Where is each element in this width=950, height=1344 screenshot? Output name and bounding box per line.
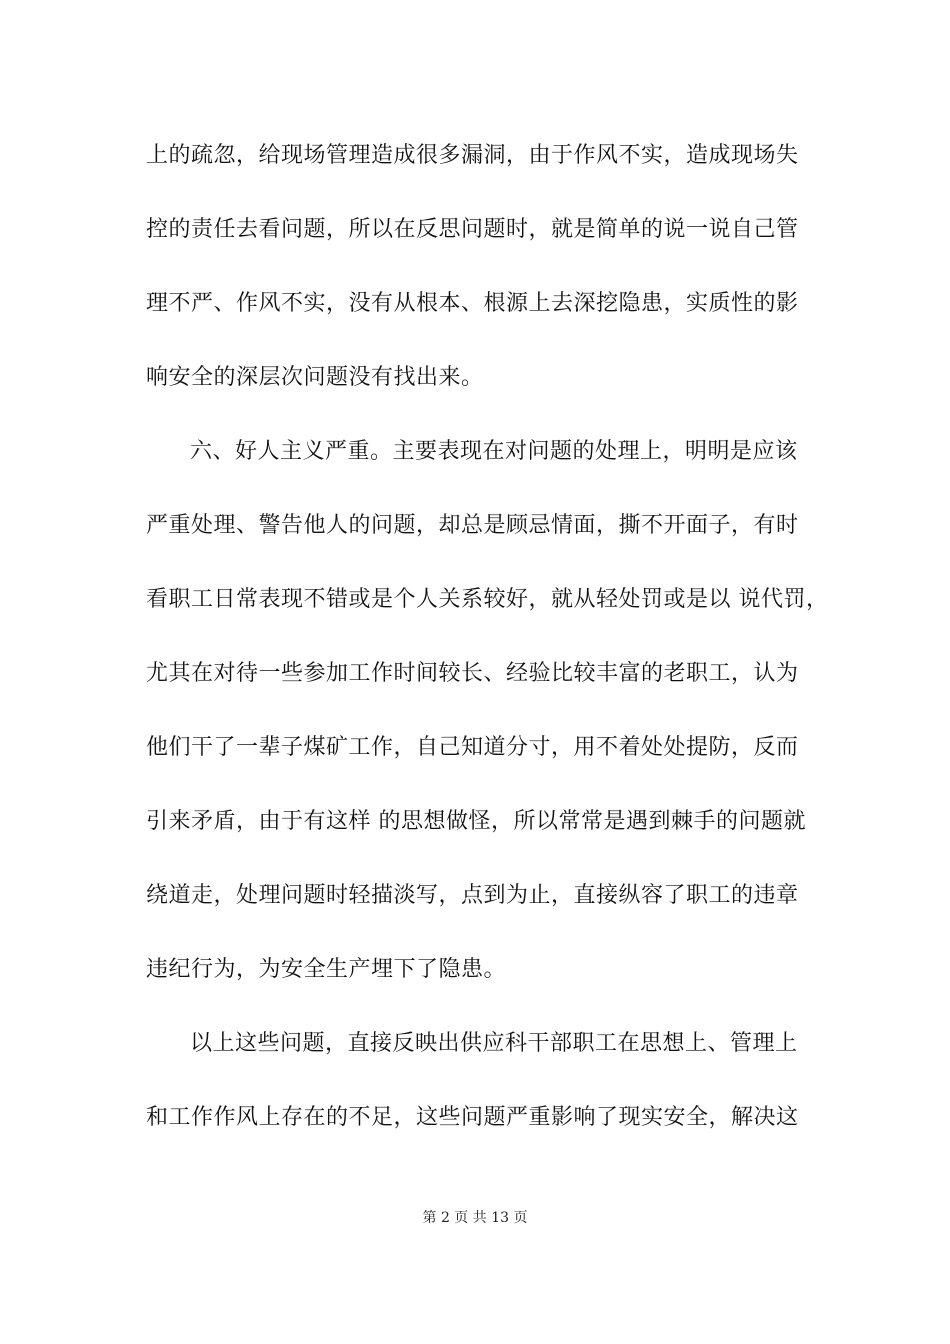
paragraph-line: 绕道走，处理问题时轻描淡写，点到为止，直接纵容了职工的违章 xyxy=(146,883,799,908)
paragraph-line: 看职工日常表现不错或是个人关系较好，就从轻处罚或是以 说代罚， xyxy=(146,587,829,612)
paragraph-line: 以上这些问题，直接反映出供应科干部职工在思想上、管理上 xyxy=(190,1031,798,1056)
paragraph-line: 六、好人主义严重。主要表现在对问题的处理上，明明是应该 xyxy=(190,439,798,464)
paragraph-line: 和工作作风上存在的不足，这些问题严重影响了现实安全，解决这 xyxy=(146,1105,799,1130)
paragraph-line: 他们干了一辈子煤矿工作，自己知道分寸，用不着处处提防，反而 xyxy=(146,735,799,760)
paragraph-line: 严重处理、警告他人的问题，却总是顾忌情面，撕不开面子，有时 xyxy=(146,513,799,538)
paragraph-line: 响安全的深层次问题没有找出来。 xyxy=(146,365,484,390)
paragraph-line: 引来矛盾，由于有这样 的思想做怪，所以常常是遇到棘手的问题就 xyxy=(146,809,806,834)
paragraph-line: 理不严、作风不实，没有从根本、根源上去深挖隐患，实质性的影 xyxy=(146,291,799,316)
paragraph-line: 违纪行为，为安全生产埋下了隐患。 xyxy=(146,957,507,982)
paragraph-line: 上的疏忽，给现场管理造成很多漏洞，由于作风不实，造成现场失 xyxy=(146,143,799,168)
page-number-footer: 第 2 页 共 13 页 xyxy=(422,1210,528,1226)
paragraph-line: 控的责任去看问题，所以在反思问题时，就是简单的说一说自己管 xyxy=(146,217,799,242)
paragraph-line: 尤其在对待一些参加工作时间较长、经验比较丰富的老职工，认为 xyxy=(146,661,799,686)
